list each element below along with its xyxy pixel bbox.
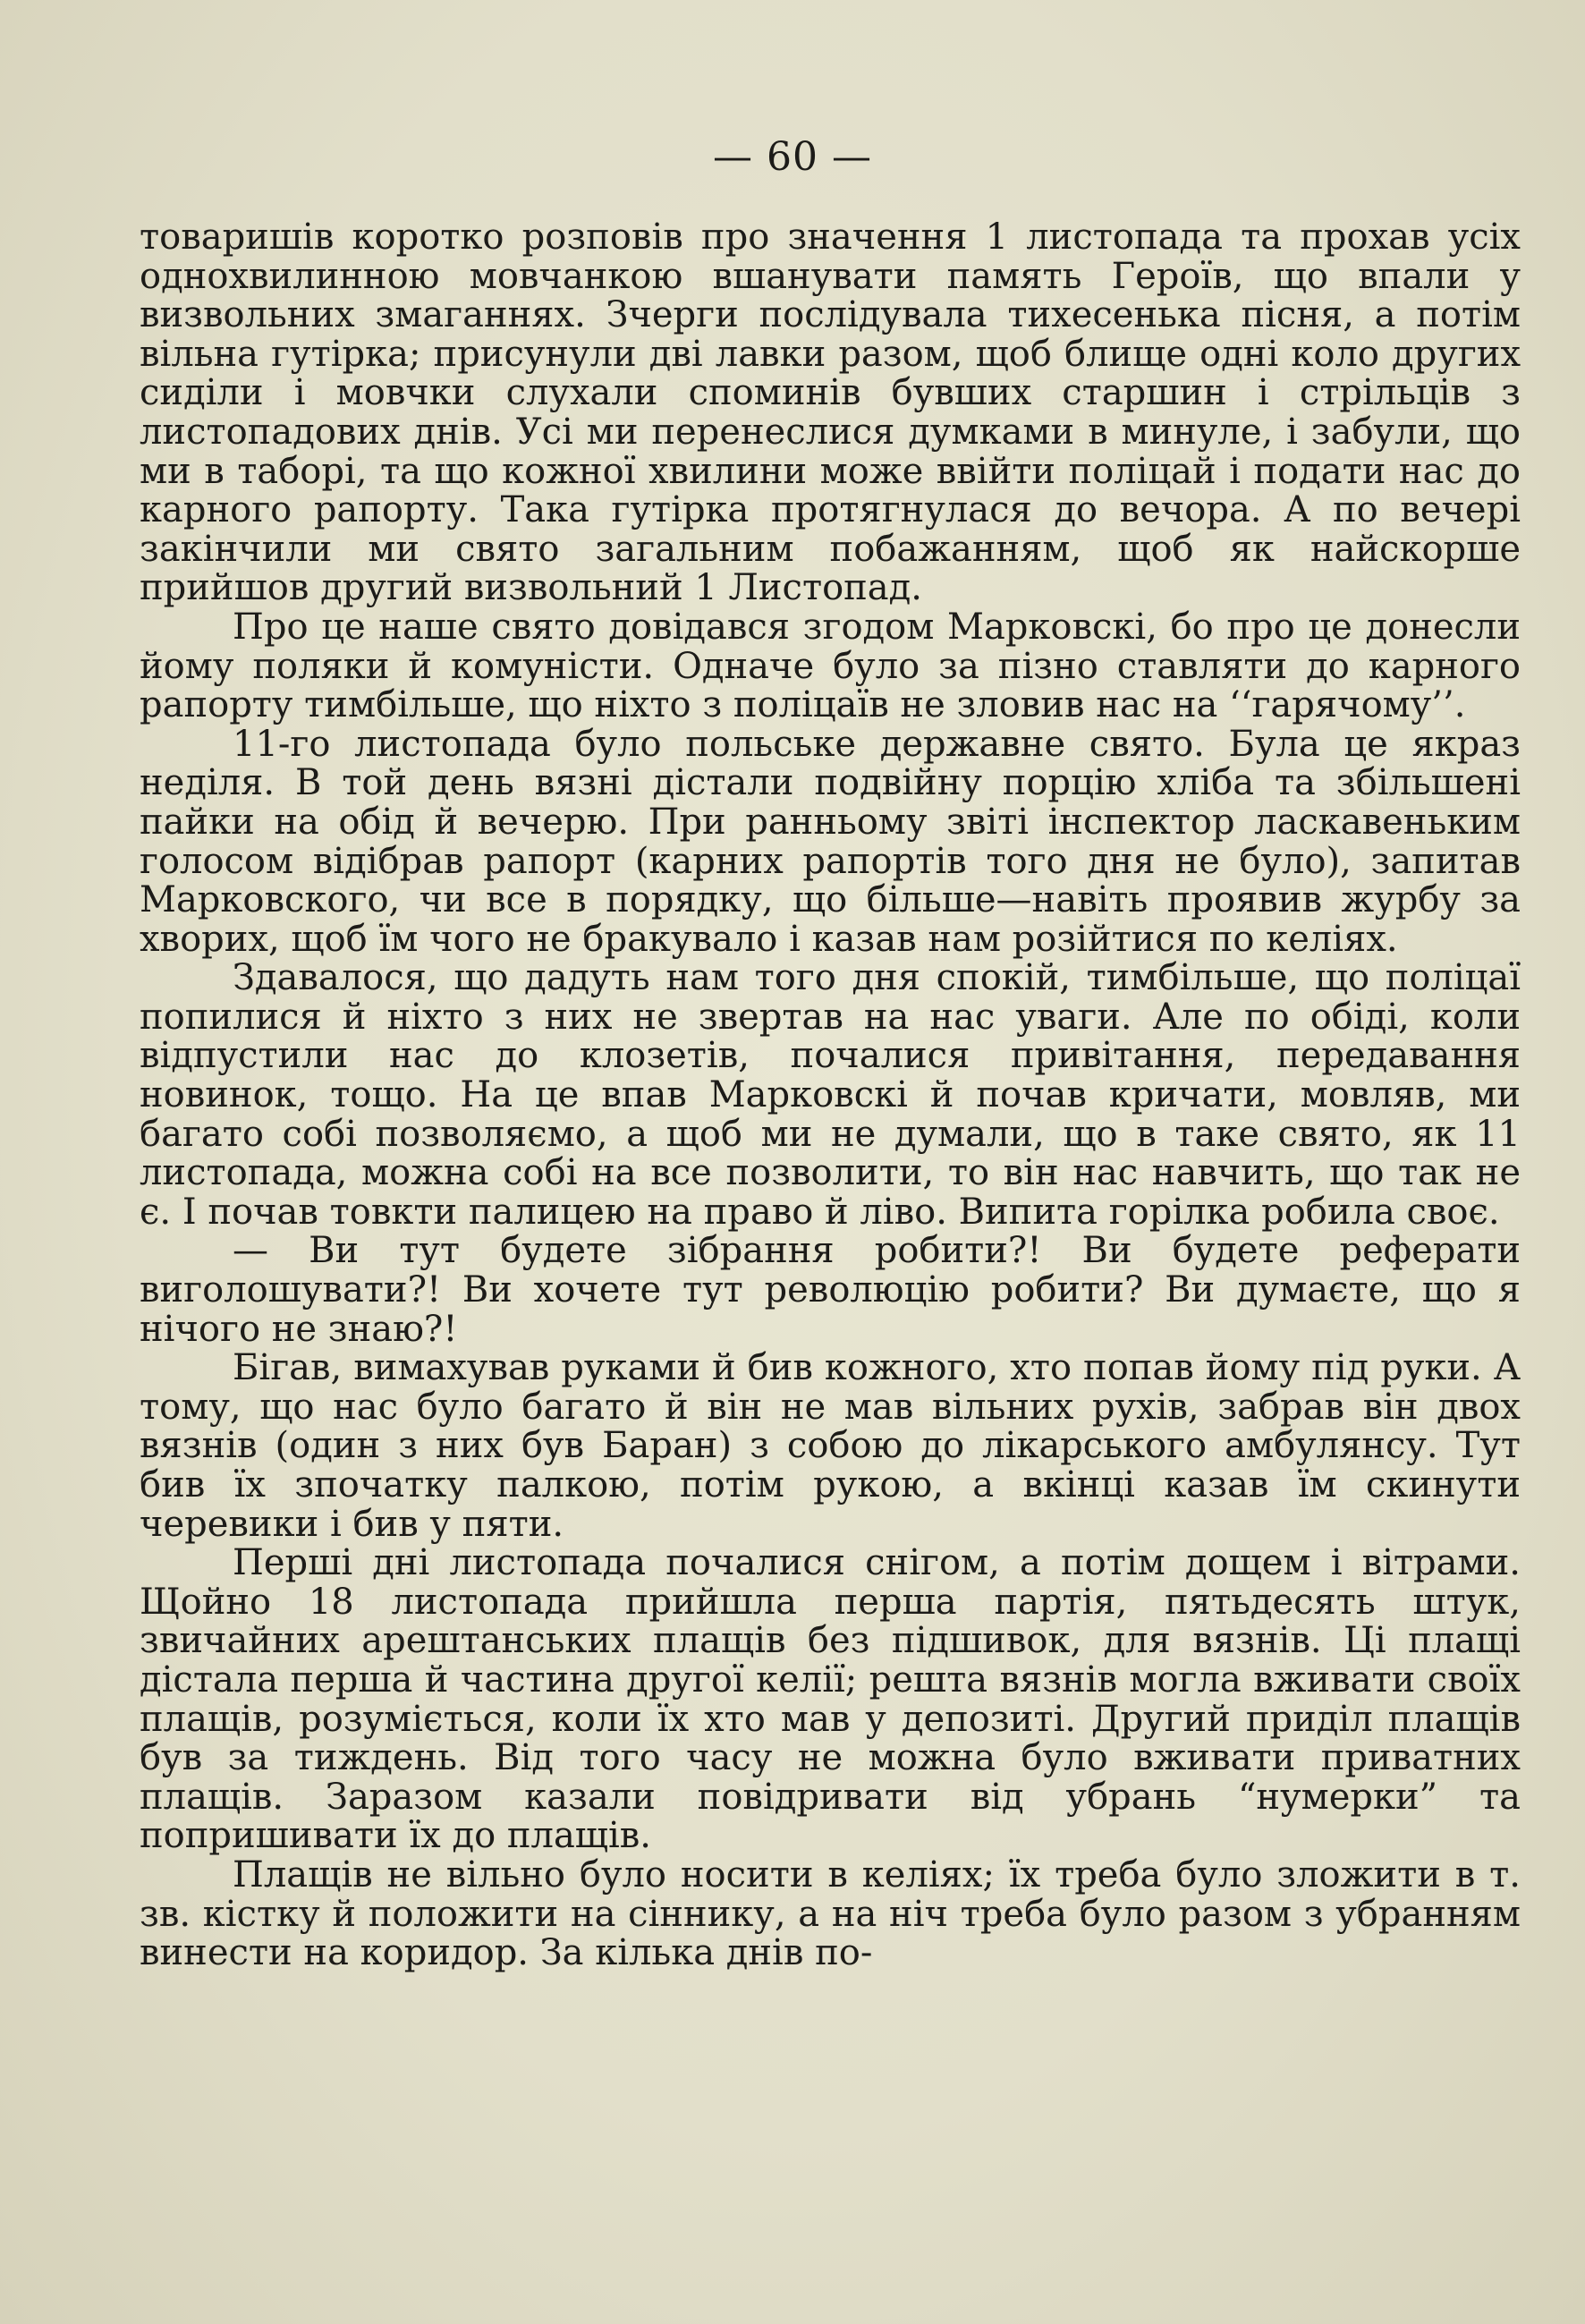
body-text: [140, 218, 1521, 1973]
paragraph-quote: — Ви тут будете зібрання робити?! Ви будете реферати виголошувати?! Ви хочете тут революцію робити? Ви думаєте, що я нічого не знаю?!: [140, 1230, 1521, 1350]
paragraph-ambulance: Бігав, вимахував руками й бив кожного, хто попав йому під руки. А тому, що нас було багато й він не мав вільних рухів, забрав він двох вязнів (один з них був Баран) з собою до лікарського амбулянсу. Тут бив їх зпочатку палкою, потім рукою, а вкінці казав їм скинути черевики і бив у пяти.: [140, 1347, 1521, 1545]
paragraph-markovski-learned: Про це наше свято довідався згодом Марковскі, бо про це донесли йому поляки й комуністи. Одначе було за пізно ставляти до карного рапорту тимбільше, що ніхто з поліцаїв не зловив нас на ‘‘гарячому’’.: [140, 606, 1521, 726]
paragraph-continuation: товаришів коротко розповів про значення 1 листопада та прохав усіх однохвилинною мовчанкою вшанувати память Героїв, що впали у визвольних змаганнях. Зчерги послідувала тихесенька пісня, а потім вільна гутірка; присунули дві лавки разом, щоб блище одні коло других сиділи і мовчки слухали споминів бувших старшин і стрільців з листопадових днів. Усі ми перенеслися думками в минуле, і забули, що ми в таборі, та що кожної хвилини може ввійти поліцай і подати нас до карного рапорту. Така гутірка протягнулася до вечора. А по вечері закінчили ми свято загальним побажанням, щоб як найскорше прийшов другий визвольний 1 Листопад.: [140, 216, 1521, 609]
paragraph-november-11: 11-го листопада було польське державне свято. Була це якраз неділя. В той день вязні дістали подвійну порцію хліба та збільшені пайки на обід й вечерю. При ранньому звіті інспектор ласкавеньким голосом відібрав рапорт (карних рапортів того дня не було), запитав Марковского, чи все в порядку, що більше—навіть проявив журбу за хворих, щоб їм чого не бракувало і казав нам розійтися по келіях.: [140, 723, 1521, 960]
paragraph-cloaks: Перші дні листопада почалися снігом, а потім дощем і вітрами. Щойно 18 листопада прийшла перша партія, пятьдесять штук, звичайних арештанських плащів без підшивок, для вязнів. Ці плащі дістала перша й частина другої келії; решта вязнів могла вживати своїх плащів, розуміється, коли їх хто мав у депозиті. Другий приділ плащів був за тиждень. Від того часу не можна було вживати приватних плащів. Заразом казали повідривати від убрань “нумерки” та попришивати їх до плащів.: [140, 1542, 1521, 1857]
paragraph-beating: Здавалося, що дадуть нам того дня спокій, тимбільше, що поліцаї попилися й ніхто з них не звертав на нас уваги. Але по обіді, коли відпустили нас до клозетів, почалися привітання, передавання новинок, тощо. На це впав Марковскі й почав кричати, мовляв, ми багато собі позволяємо, а щоб ми не думали, що в таке свято, як 11 листопада, можна собі на все позволити, то він нас навчить, що так не є. І почав товкти палицею на право й ліво. Випита горілка робила своє.: [140, 957, 1521, 1233]
page-number: — 60 —: [713, 134, 872, 180]
paragraph-cloak-rules: Плащів не вільно було носити в келіях; їх треба було зложити в т. зв. кістку й положити на сіннику, а на ніч треба було разом з убранням винести на коридор. За кілька днів по-: [140, 1853, 1521, 1974]
